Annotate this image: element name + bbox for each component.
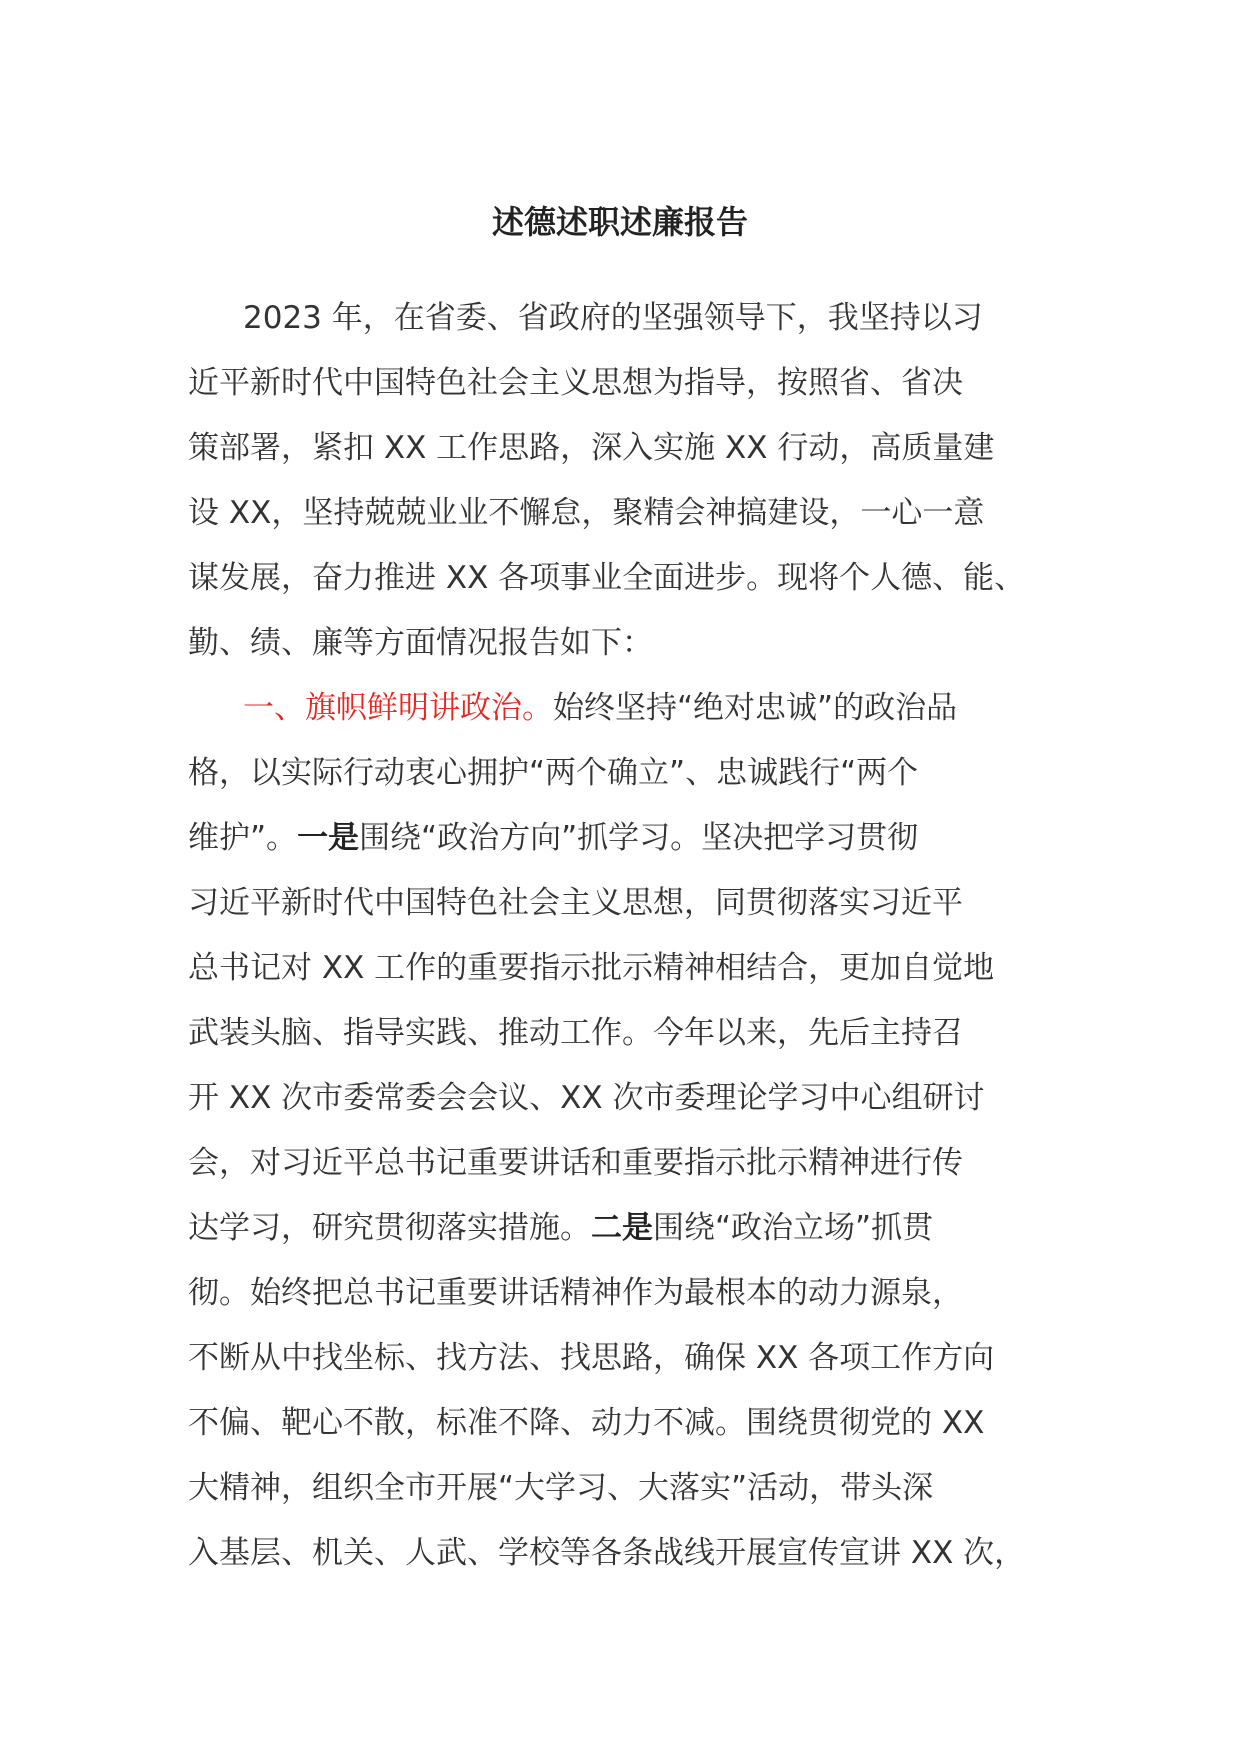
body-text: 维护”。 [188,820,298,856]
body-line: 会，对习近平总书记重要讲话和重要指示批示精神进行传 [188,1145,963,1181]
section-heading-line [188,676,1088,741]
body-text: 始终坚持“绝对忠诚”的政治品 [553,690,958,726]
body-line: 彻。始终把总书记重要讲话精神作为最根本的动力源泉， [188,1275,963,1311]
body-line: 不断从中找坐标、找方法、找思路，确保 XX 各项工作方向 [188,1340,995,1376]
section-heading: 一、旗帜鲜明讲政治。 [243,690,553,726]
body-line: 策部署，紧扣 XX 工作思路，深入实施 XX 行动，高质量建 [188,430,995,466]
body-line: 大精神，组织全市开展“大学习、大落实”活动，带头深 [188,1470,934,1506]
body-line [188,1196,1088,1261]
body-line: 近平新时代中国特色社会主义思想为指导，按照省、省决 [188,365,963,401]
document-title: 述德述职述廉报告 [491,203,748,241]
body-line: 勤、绩、廉等方面情况报告如下： [188,625,653,661]
body-text: 达学习，研究贯彻落实措施。 [188,1210,591,1246]
body-line [188,806,1088,871]
body-line: 谋发展，奋力推进 XX 各项事业全面进步。现将个人德、能、 [188,560,1026,596]
document-body [188,286,1088,1586]
body-text: 围绕“政治方向”抓学习。坚决把学习贯彻 [359,820,919,856]
body-line: 设 XX，坚持兢兢业业不懈怠，聚精会神搞建设，一心一意 [188,495,985,531]
body-line: 格，以实际行动衷心拥护“两个确立”、忠诚践行“两个 [188,755,919,791]
body-line: 入基层、机关、人武、学校等各条战线开展宣传宣讲 XX 次， [188,1535,1026,1571]
point-marker: 一是 [297,820,360,856]
body-line: 习近平新时代中国特色社会主义思想，同贯彻落实习近平 [188,885,963,921]
body-text: 围绕“政治立场”抓贯 [653,1210,934,1246]
body-line: 2023 年，在省委、省政府的坚强领导下，我坚持以习 [243,300,983,336]
body-line: 武装头脑、指导实践、推动工作。今年以来，先后主持召 [188,1015,963,1051]
point-marker: 二是 [591,1210,653,1246]
body-line: 不偏、靶心不散，标准不降、动力不减。围绕贯彻党的 XX [188,1405,985,1441]
body-line: 总书记对 XX 工作的重要指示批示精神相结合，更加自觉地 [188,950,995,986]
body-line: 开 XX 次市委常委会会议、XX 次市委理论学习中心组研讨 [188,1080,985,1116]
